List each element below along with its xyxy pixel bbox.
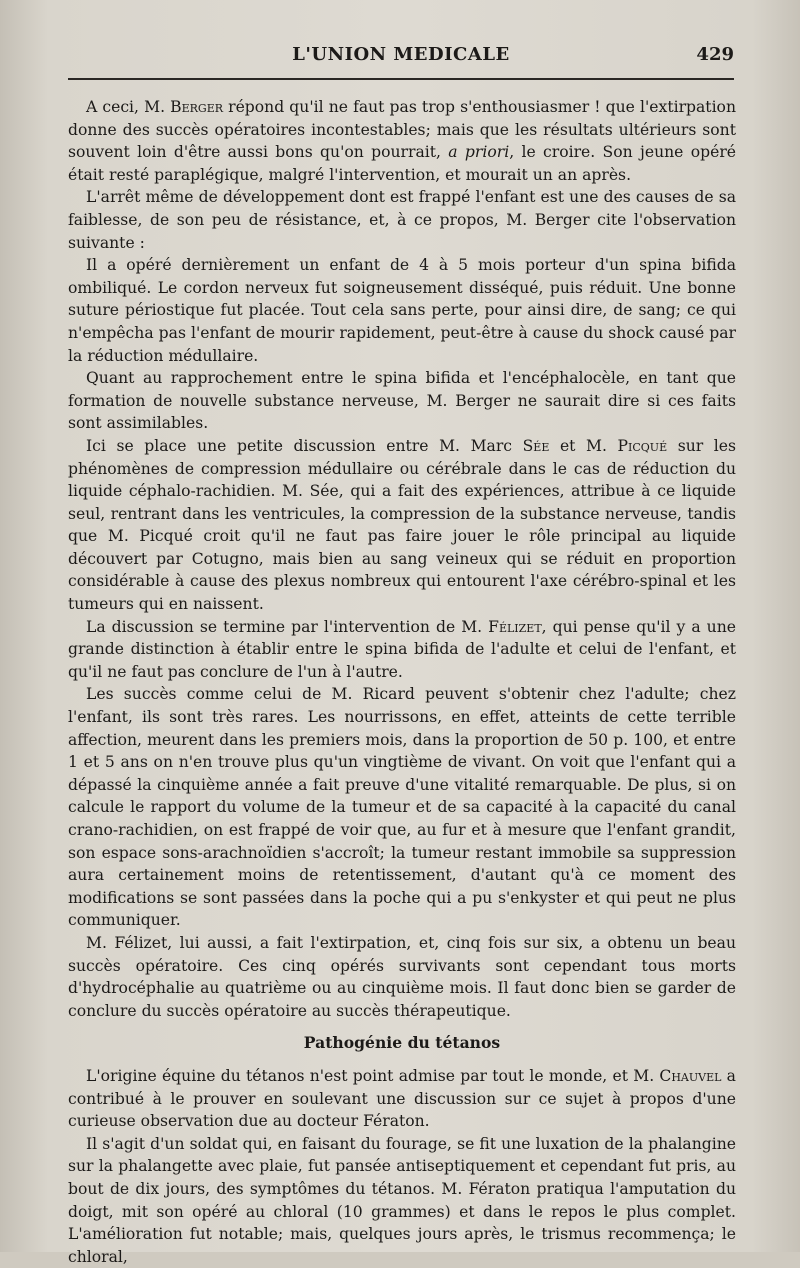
paragraph-text: , le croire. Son jeune opéré était resté paraplégique, malgré l'intervention, et mourait un an après.	[68, 143, 737, 184]
surname-small-caps: Berger	[170, 98, 224, 116]
page-number: 429	[696, 44, 734, 65]
body-paragraph	[68, 96, 736, 186]
paragraph-text: , qui pense qu'il y a une grande distinction à établir entre le spina bifida de l'adulte et celui de l'enfant, et qu'il ne faut pas conclure de l'un à l'autre.	[68, 617, 736, 681]
page-header	[68, 44, 734, 74]
body-paragraph	[68, 186, 736, 254]
paragraph-text: A ceci, M.	[86, 98, 171, 116]
article-body	[68, 96, 736, 1268]
paragraph-text: répond qu'il ne faut pas trop s'enthousiasmer ! que l'extirpation donne des succès opératoires incontestables; mais que les résultats ultérieurs sont souvent loin d'être aussi bons qu'on pourrait,	[68, 98, 736, 162]
section-heading: Pathogénie du tétanos	[303, 1033, 501, 1053]
body-paragraph	[68, 1133, 736, 1268]
paragraph-text: Ici se place une petite discussion entre M. Marc	[86, 436, 523, 455]
body-paragraph	[68, 254, 736, 367]
paragraph-text: Les succès comme celui de M. Ricard peuvent s'obtenir chez l'adulte; chez l'enfant, ils sont très rares. Les nourrissons, en effet, atteints de cette terrible affection, meurent dans les premiers mois, dans la proportion de 50 p. 100, et entre 1 et 5 ans on n'en trouve plus qu'un vingtième de vivant. On voit que l'enfant qui a dépassé la cinquième année a fait preuve d'une vitalité remarquable. De plus, si on calcule le rapport du volume de la tumeur et de sa capacité à la capacité du canal crano-rachidien, on est frappé de voir que, au fur et à mesure que l'enfant grandit, son espace sons-arachnoïdien s'accroît; la tumeur restant immobile sa suppression aura certainement moins de retentissement, d'autant qu'à ce moment des modifications se sont passées dans la poche qui a pu s'enkyster et qui peut ne plus communiquer.	[68, 685, 736, 930]
surname-small-caps: Chauvel	[659, 1066, 722, 1085]
body-paragraph	[68, 683, 736, 932]
paragraph-text: a contribué à le prouver en soulevant une discussion sur ce sujet à propos d'une curieuse observation due au docteur Fératon.	[68, 1066, 736, 1131]
paragraph-text: M. Félizet, lui aussi, a fait l'extirpation, et, cinq fois sur six, a obtenu un beau succès opératoire. Ces cinq opérés survivants sont cependant tous morts d'hydrocéphalie au quatrième ou au cinquième mois. Il faut donc bien se garder de conclure du succès opératoire au succès thérapeutique.	[68, 933, 736, 1020]
paragraph-text: L'origine équine du tétanos n'est point admise par tout le monde, et M.	[86, 1066, 660, 1085]
paragraph-text: Il a opéré dernièrement un enfant de 4 à 5 mois porteur d'un spina bifida ombiliqué. Le cordon nerveux fut soigneusement disséqué, puis réduit. Une bonne suture périostique fut placée. Tout cela sans perte, pour ainsi dire, de sang; ce qui n'empêcha pas l'enfant de mourir rapidement, peut-être à cause du shock causé par la réduction médullaire.	[68, 256, 736, 365]
body-paragraph	[68, 616, 736, 684]
paragraph-text: Quant au rapprochement entre le spina bifida et l'encéphalocèle, en tant que formation de nouvelle substance nerveuse, M. Berger ne saurait dire si ces faits sont assimilables.	[68, 369, 736, 433]
running-title: L'UNION MEDICALE	[292, 44, 510, 65]
body-paragraph	[68, 932, 736, 1022]
paragraphs-before-heading	[68, 96, 736, 1022]
surname-small-caps: Picqué	[617, 436, 668, 455]
header-rule	[68, 78, 734, 80]
surname-small-caps: Sée	[522, 436, 550, 455]
paragraph-text: L'arrêt même de développement dont est frappé l'enfant est une des causes de sa faiblesse, de son peu de résistance, et, à ce propos, M. Berger cite l'observation suivante :	[68, 188, 736, 252]
paragraphs-after-heading	[68, 1065, 736, 1268]
paragraph-text: Il s'agit d'un soldat qui, en faisant du fourage, se fit une luxation de la phalangine sur la phalangette avec plaie, fut pansée antiseptiquement et cependant fut pris, au bout de dix jours, des symptômes du tétanos. M. Fératon pratiqua l'amputation du doigt, mit son opéré au chloral (10 grammes) et dans le repos le plus complet. L'amélioration fut notable; mais, quelques jours après, le trismus recommença; le chloral,	[68, 1134, 736, 1266]
body-paragraph	[68, 435, 736, 616]
italic-text: a priori	[448, 143, 510, 162]
paragraph-text: La discussion se termine par l'intervention de M.	[86, 617, 489, 636]
paragraph-text: et M.	[549, 436, 618, 455]
surname-small-caps: Félizet	[488, 617, 542, 636]
body-paragraph	[68, 1065, 736, 1133]
paragraph-text: sur les phénomènes de compression médullaire ou cérébrale dans le cas de réduction du liquide céphalo-rachidien. M. Sée, qui a fait des expériences, attribue à ce liquide seul, rentrant dans les ventricules, la compression de la substance nerveuse, tandis que M. Picqué croit qu'il ne faut pas faire jouer le rôle principal au liquide découvert par Cotugno, mais bien au sang veineux qui se réduit en proportion considérable à cause des plexus nombreux qui entourent l'axe cérébro-spinal et les tumeurs qui en naissent.	[68, 436, 736, 614]
body-paragraph	[68, 367, 736, 435]
